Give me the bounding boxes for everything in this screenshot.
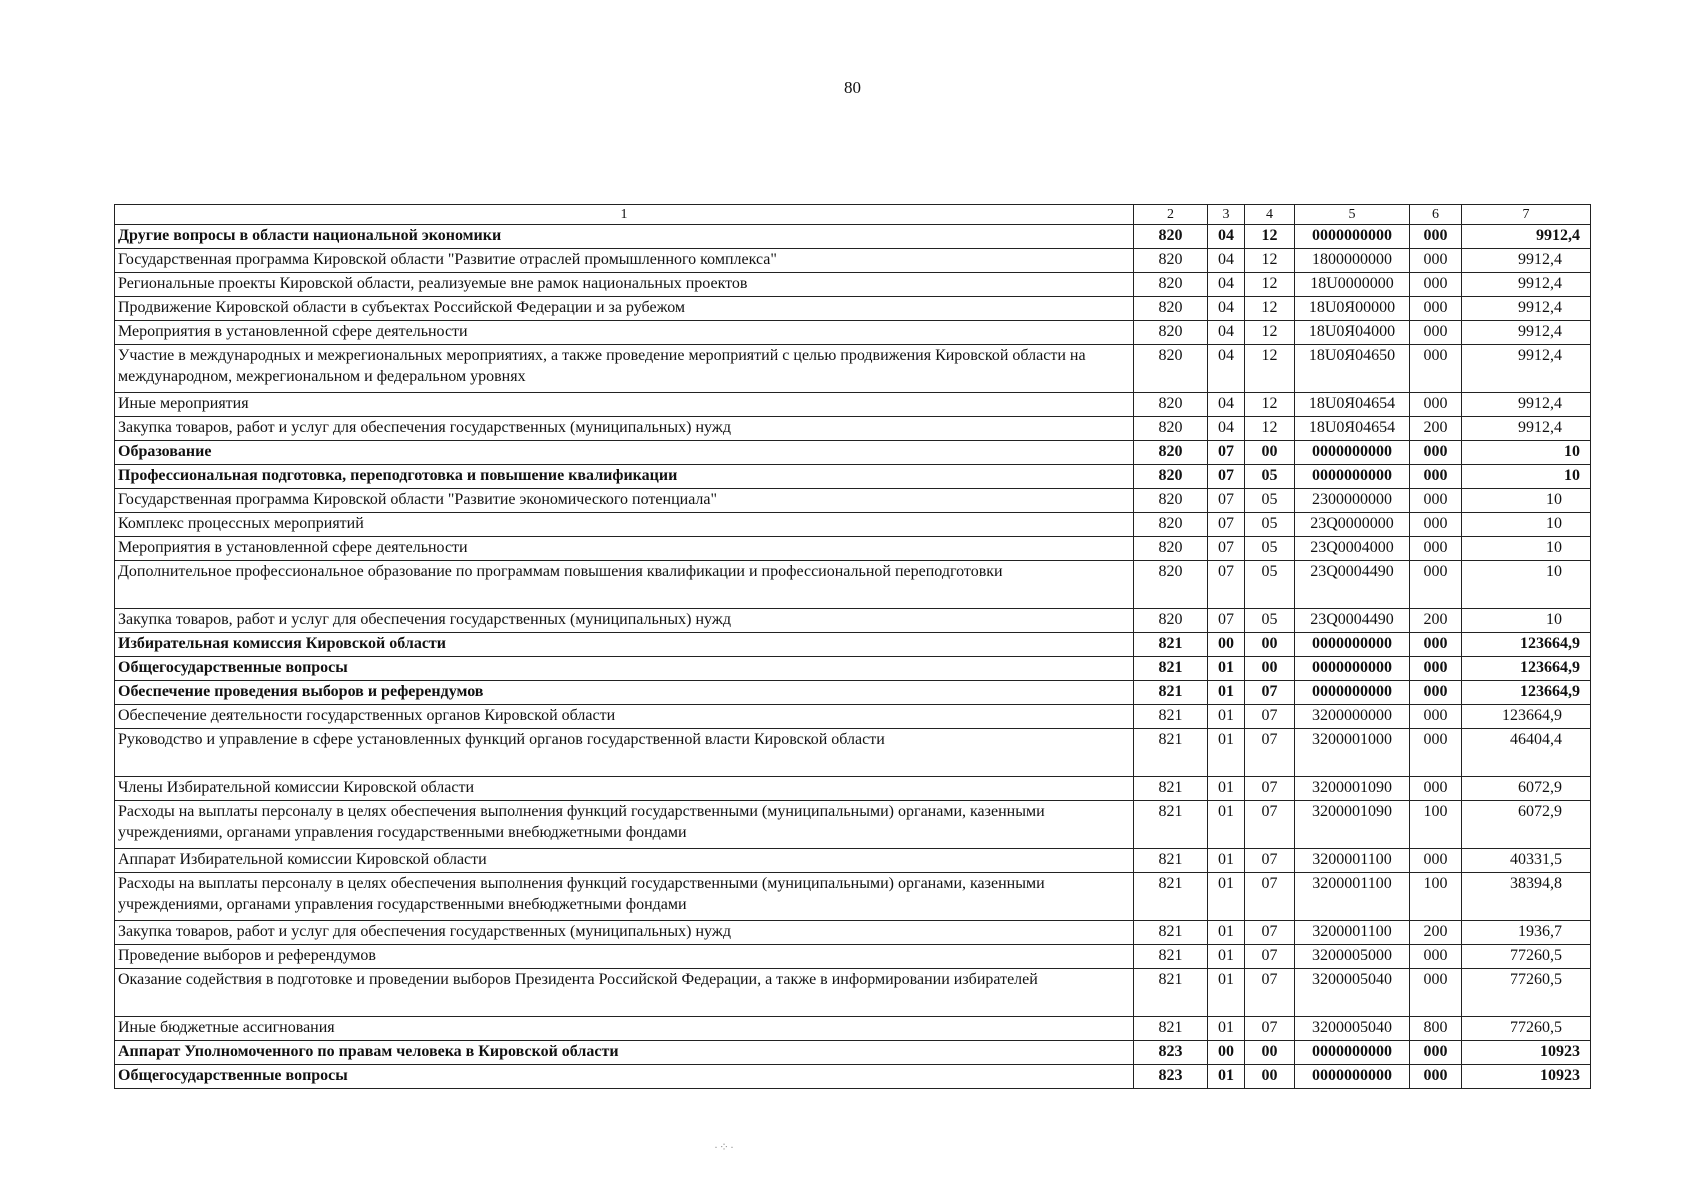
cell-amount: 38394,8 xyxy=(1462,873,1591,921)
table-row xyxy=(115,321,1591,345)
cell-admin-code: 820 xyxy=(1134,297,1208,321)
cell-target-article: 3200000000 xyxy=(1295,705,1410,729)
table-row xyxy=(115,801,1591,849)
cell-amount: 77260,5 xyxy=(1462,945,1591,969)
cell-name: Иные мероприятия xyxy=(115,393,1134,417)
table-row xyxy=(115,249,1591,273)
cell-subsection: 05 xyxy=(1245,465,1295,489)
table-row xyxy=(115,393,1591,417)
cell-expense-type: 200 xyxy=(1410,417,1462,441)
cell-section: 01 xyxy=(1208,1017,1245,1041)
cell-target-article: 18U0Я04650 xyxy=(1295,345,1410,393)
cell-name: Аппарат Избирательной комиссии Кировской области xyxy=(115,849,1134,873)
cell-admin-code: 821 xyxy=(1134,849,1208,873)
cell-admin-code: 820 xyxy=(1134,345,1208,393)
cell-target-article: 3200001090 xyxy=(1295,777,1410,801)
cell-section: 01 xyxy=(1208,945,1245,969)
table-row xyxy=(115,705,1591,729)
cell-section: 04 xyxy=(1208,297,1245,321)
cell-admin-code: 820 xyxy=(1134,465,1208,489)
cell-target-article: 23Q0000000 xyxy=(1295,513,1410,537)
cell-amount: 10 xyxy=(1462,513,1591,537)
table-row xyxy=(115,465,1591,489)
cell-expense-type: 800 xyxy=(1410,1017,1462,1041)
cell-expense-type: 000 xyxy=(1410,705,1462,729)
cell-subsection: 05 xyxy=(1245,513,1295,537)
cell-target-article: 0000000000 xyxy=(1295,633,1410,657)
cell-target-article: 3200001100 xyxy=(1295,873,1410,921)
cell-section: 01 xyxy=(1208,969,1245,1017)
cell-name: Иные бюджетные ассигнования xyxy=(115,1017,1134,1041)
cell-admin-code: 820 xyxy=(1134,561,1208,609)
cell-subsection: 07 xyxy=(1245,729,1295,777)
cell-target-article: 3200001100 xyxy=(1295,849,1410,873)
cell-amount: 9912,4 xyxy=(1462,225,1591,249)
cell-amount: 9912,4 xyxy=(1462,249,1591,273)
cell-admin-code: 821 xyxy=(1134,633,1208,657)
cell-admin-code: 823 xyxy=(1134,1041,1208,1065)
cell-target-article: 23Q0004000 xyxy=(1295,537,1410,561)
cell-target-article: 23Q0004490 xyxy=(1295,561,1410,609)
cell-expense-type: 000 xyxy=(1410,489,1462,513)
cell-subsection: 07 xyxy=(1245,921,1295,945)
cell-target-article: 3200001100 xyxy=(1295,921,1410,945)
table-row xyxy=(115,225,1591,249)
cell-expense-type: 000 xyxy=(1410,657,1462,681)
cell-admin-code: 820 xyxy=(1134,321,1208,345)
cell-name: Избирательная комиссия Кировской области xyxy=(115,633,1134,657)
cell-target-article: 0000000000 xyxy=(1295,657,1410,681)
table-row xyxy=(115,777,1591,801)
cell-subsection: 05 xyxy=(1245,537,1295,561)
cell-amount: 1936,7 xyxy=(1462,921,1591,945)
table-row xyxy=(115,729,1591,777)
table-body xyxy=(115,225,1591,1089)
cell-subsection: 07 xyxy=(1245,777,1295,801)
cell-amount: 9912,4 xyxy=(1462,273,1591,297)
cell-expense-type: 000 xyxy=(1410,849,1462,873)
cell-expense-type: 000 xyxy=(1410,297,1462,321)
cell-expense-type: 000 xyxy=(1410,465,1462,489)
table-row xyxy=(115,273,1591,297)
cell-target-article: 18U0Я04654 xyxy=(1295,417,1410,441)
cell-name: Общегосударственные вопросы xyxy=(115,657,1134,681)
cell-amount: 6072,9 xyxy=(1462,777,1591,801)
cell-name: Комплекс процессных мероприятий xyxy=(115,513,1134,537)
cell-expense-type: 000 xyxy=(1410,225,1462,249)
table-row xyxy=(115,609,1591,633)
cell-expense-type: 000 xyxy=(1410,681,1462,705)
cell-section: 01 xyxy=(1208,873,1245,921)
cell-amount: 10 xyxy=(1462,465,1591,489)
header-cell-2: 2 xyxy=(1134,205,1208,225)
cell-name: Участие в международных и межрегиональных мероприятиях, а также проведение мероприятий с целью продвижения Кировской области на международном, межрегиональном и федеральном уровнях xyxy=(115,345,1134,393)
cell-target-article: 3200005040 xyxy=(1295,1017,1410,1041)
cell-subsection: 07 xyxy=(1245,705,1295,729)
cell-amount: 40331,5 xyxy=(1462,849,1591,873)
cell-name: Дополнительное профессиональное образование по программам повышения квалификации и профессиональной переподготовки xyxy=(115,561,1134,609)
table-row xyxy=(115,657,1591,681)
cell-name: Обеспечение деятельности государственных органов Кировской области xyxy=(115,705,1134,729)
cell-section: 01 xyxy=(1208,729,1245,777)
table-row xyxy=(115,345,1591,393)
cell-amount: 9912,4 xyxy=(1462,417,1591,441)
cell-admin-code: 821 xyxy=(1134,873,1208,921)
cell-target-article: 0000000000 xyxy=(1295,681,1410,705)
cell-subsection: 12 xyxy=(1245,249,1295,273)
cell-admin-code: 821 xyxy=(1134,729,1208,777)
cell-expense-type: 000 xyxy=(1410,441,1462,465)
cell-subsection: 12 xyxy=(1245,225,1295,249)
cell-subsection: 05 xyxy=(1245,489,1295,513)
cell-amount: 10 xyxy=(1462,609,1591,633)
cell-amount: 77260,5 xyxy=(1462,1017,1591,1041)
cell-section: 01 xyxy=(1208,849,1245,873)
cell-amount: 123664,9 xyxy=(1462,657,1591,681)
cell-section: 01 xyxy=(1208,681,1245,705)
header-cell-3: 3 xyxy=(1208,205,1245,225)
table-row xyxy=(115,513,1591,537)
cell-name: Проведение выборов и референдумов xyxy=(115,945,1134,969)
cell-expense-type: 200 xyxy=(1410,921,1462,945)
cell-admin-code: 820 xyxy=(1134,225,1208,249)
cell-admin-code: 821 xyxy=(1134,705,1208,729)
cell-expense-type: 000 xyxy=(1410,729,1462,777)
cell-amount: 10 xyxy=(1462,441,1591,465)
table-row xyxy=(115,849,1591,873)
cell-name: Государственная программа Кировской области "Развитие отраслей промышленного комплекса" xyxy=(115,249,1134,273)
cell-subsection: 00 xyxy=(1245,657,1295,681)
cell-amount: 6072,9 xyxy=(1462,801,1591,849)
cell-expense-type: 000 xyxy=(1410,1065,1462,1089)
cell-expense-type: 000 xyxy=(1410,513,1462,537)
table-row xyxy=(115,681,1591,705)
cell-subsection: 12 xyxy=(1245,345,1295,393)
cell-name: Общегосударственные вопросы xyxy=(115,1065,1134,1089)
cell-section: 04 xyxy=(1208,417,1245,441)
cell-amount: 9912,4 xyxy=(1462,345,1591,393)
cell-section: 01 xyxy=(1208,777,1245,801)
cell-section: 04 xyxy=(1208,393,1245,417)
cell-amount: 10923 xyxy=(1462,1041,1591,1065)
cell-target-article: 18U0000000 xyxy=(1295,273,1410,297)
header-cell-4: 4 xyxy=(1245,205,1295,225)
cell-name: Оказание содействия в подготовке и проведении выборов Президента Российской Федерации, а также в информировании избирателей xyxy=(115,969,1134,1017)
cell-subsection: 12 xyxy=(1245,297,1295,321)
cell-amount: 10923 xyxy=(1462,1065,1591,1089)
cell-target-article: 23Q0004490 xyxy=(1295,609,1410,633)
cell-name: Другие вопросы в области национальной экономики xyxy=(115,225,1134,249)
cell-target-article: 0000000000 xyxy=(1295,1041,1410,1065)
cell-name: Руководство и управление в сфере установленных функций органов государственной власти Кировской области xyxy=(115,729,1134,777)
cell-expense-type: 000 xyxy=(1410,1041,1462,1065)
cell-target-article: 3200001000 xyxy=(1295,729,1410,777)
cell-name: Обеспечение проведения выборов и референдумов xyxy=(115,681,1134,705)
cell-section: 07 xyxy=(1208,537,1245,561)
cell-amount: 123664,9 xyxy=(1462,681,1591,705)
cell-subsection: 12 xyxy=(1245,273,1295,297)
cell-amount: 77260,5 xyxy=(1462,969,1591,1017)
cell-expense-type: 100 xyxy=(1410,873,1462,921)
cell-name: Образование xyxy=(115,441,1134,465)
cell-expense-type: 000 xyxy=(1410,561,1462,609)
cell-amount: 9912,4 xyxy=(1462,393,1591,417)
cell-target-article: 1800000000 xyxy=(1295,249,1410,273)
cell-expense-type: 000 xyxy=(1410,249,1462,273)
cell-section: 07 xyxy=(1208,441,1245,465)
cell-target-article: 3200005000 xyxy=(1295,945,1410,969)
table-row xyxy=(115,945,1591,969)
table-row xyxy=(115,561,1591,609)
cell-subsection: 07 xyxy=(1245,945,1295,969)
cell-expense-type: 000 xyxy=(1410,273,1462,297)
cell-name: Аппарат Уполномоченного по правам человека в Кировской области xyxy=(115,1041,1134,1065)
header-cell-5: 5 xyxy=(1295,205,1410,225)
cell-amount: 10 xyxy=(1462,537,1591,561)
table-row xyxy=(115,417,1591,441)
cell-expense-type: 000 xyxy=(1410,777,1462,801)
cell-section: 00 xyxy=(1208,633,1245,657)
table-row xyxy=(115,921,1591,945)
header-cell-6: 6 xyxy=(1410,205,1462,225)
cell-expense-type: 000 xyxy=(1410,537,1462,561)
cell-section: 01 xyxy=(1208,1065,1245,1089)
cell-subsection: 07 xyxy=(1245,1017,1295,1041)
cell-subsection: 07 xyxy=(1245,801,1295,849)
cell-section: 07 xyxy=(1208,609,1245,633)
cell-name: Закупка товаров, работ и услуг для обеспечения государственных (муниципальных) нужд xyxy=(115,609,1134,633)
cell-admin-code: 821 xyxy=(1134,801,1208,849)
cell-subsection: 00 xyxy=(1245,1041,1295,1065)
cell-expense-type: 100 xyxy=(1410,801,1462,849)
table-row xyxy=(115,537,1591,561)
cell-admin-code: 820 xyxy=(1134,489,1208,513)
cell-admin-code: 821 xyxy=(1134,681,1208,705)
cell-amount: 10 xyxy=(1462,561,1591,609)
cell-section: 04 xyxy=(1208,249,1245,273)
cell-expense-type: 200 xyxy=(1410,609,1462,633)
cell-name: Закупка товаров, работ и услуг для обеспечения государственных (муниципальных) нужд xyxy=(115,921,1134,945)
scan-mark: ·⁘· xyxy=(714,1140,736,1154)
cell-section: 00 xyxy=(1208,1041,1245,1065)
cell-amount: 123664,9 xyxy=(1462,633,1591,657)
cell-admin-code: 820 xyxy=(1134,273,1208,297)
cell-target-article: 18U0Я04654 xyxy=(1295,393,1410,417)
cell-admin-code: 823 xyxy=(1134,1065,1208,1089)
cell-name: Члены Избирательной комиссии Кировской области xyxy=(115,777,1134,801)
cell-expense-type: 000 xyxy=(1410,633,1462,657)
cell-expense-type: 000 xyxy=(1410,969,1462,1017)
cell-section: 04 xyxy=(1208,273,1245,297)
cell-section: 07 xyxy=(1208,489,1245,513)
cell-amount: 10 xyxy=(1462,489,1591,513)
cell-name: Продвижение Кировской области в субъектах Российской Федерации и за рубежом xyxy=(115,297,1134,321)
cell-subsection: 07 xyxy=(1245,849,1295,873)
cell-section: 04 xyxy=(1208,225,1245,249)
cell-subsection: 12 xyxy=(1245,417,1295,441)
cell-target-article: 0000000000 xyxy=(1295,1065,1410,1089)
cell-admin-code: 821 xyxy=(1134,1017,1208,1041)
cell-admin-code: 820 xyxy=(1134,609,1208,633)
cell-admin-code: 820 xyxy=(1134,537,1208,561)
cell-amount: 123664,9 xyxy=(1462,705,1591,729)
cell-amount: 9912,4 xyxy=(1462,297,1591,321)
cell-section: 01 xyxy=(1208,657,1245,681)
cell-section: 07 xyxy=(1208,465,1245,489)
cell-name: Расходы на выплаты персоналу в целях обеспечения выполнения функций государственными (муниципальными) органами, казенными учреждениями, органами управления государственными внебюджетными фондами xyxy=(115,801,1134,849)
cell-subsection: 07 xyxy=(1245,681,1295,705)
cell-admin-code: 821 xyxy=(1134,657,1208,681)
cell-admin-code: 820 xyxy=(1134,513,1208,537)
cell-target-article: 0000000000 xyxy=(1295,441,1410,465)
header-cell-7: 7 xyxy=(1462,205,1591,225)
cell-admin-code: 820 xyxy=(1134,417,1208,441)
cell-expense-type: 000 xyxy=(1410,945,1462,969)
cell-subsection: 00 xyxy=(1245,441,1295,465)
cell-name: Государственная программа Кировской области "Развитие экономического потенциала" xyxy=(115,489,1134,513)
cell-name: Мероприятия в установленной сфере деятельности xyxy=(115,537,1134,561)
cell-section: 04 xyxy=(1208,321,1245,345)
cell-section: 01 xyxy=(1208,705,1245,729)
cell-section: 01 xyxy=(1208,801,1245,849)
table-row xyxy=(115,441,1591,465)
cell-admin-code: 820 xyxy=(1134,249,1208,273)
cell-section: 04 xyxy=(1208,345,1245,393)
cell-section: 07 xyxy=(1208,561,1245,609)
cell-target-article: 2300000000 xyxy=(1295,489,1410,513)
cell-subsection: 07 xyxy=(1245,969,1295,1017)
table-row xyxy=(115,297,1591,321)
cell-target-article: 18U0Я00000 xyxy=(1295,297,1410,321)
cell-expense-type: 000 xyxy=(1410,321,1462,345)
table-row xyxy=(115,1065,1591,1089)
cell-admin-code: 821 xyxy=(1134,921,1208,945)
cell-target-article: 3200001090 xyxy=(1295,801,1410,849)
cell-name: Закупка товаров, работ и услуг для обеспечения государственных (муниципальных) нужд xyxy=(115,417,1134,441)
cell-admin-code: 820 xyxy=(1134,393,1208,417)
cell-amount: 9912,4 xyxy=(1462,321,1591,345)
cell-name: Мероприятия в установленной сфере деятельности xyxy=(115,321,1134,345)
cell-subsection: 12 xyxy=(1245,393,1295,417)
budget-table xyxy=(114,204,1591,1089)
cell-subsection: 05 xyxy=(1245,561,1295,609)
cell-subsection: 07 xyxy=(1245,873,1295,921)
cell-target-article: 18U0Я04000 xyxy=(1295,321,1410,345)
cell-expense-type: 000 xyxy=(1410,393,1462,417)
cell-subsection: 00 xyxy=(1245,1065,1295,1089)
cell-subsection: 05 xyxy=(1245,609,1295,633)
cell-admin-code: 821 xyxy=(1134,777,1208,801)
cell-target-article: 0000000000 xyxy=(1295,465,1410,489)
cell-admin-code: 821 xyxy=(1134,945,1208,969)
cell-subsection: 12 xyxy=(1245,321,1295,345)
cell-expense-type: 000 xyxy=(1410,345,1462,393)
table-row xyxy=(115,969,1591,1017)
cell-section: 07 xyxy=(1208,513,1245,537)
table-row xyxy=(115,489,1591,513)
cell-admin-code: 820 xyxy=(1134,441,1208,465)
cell-subsection: 00 xyxy=(1245,633,1295,657)
cell-target-article: 0000000000 xyxy=(1295,225,1410,249)
page-number: 80 xyxy=(844,78,861,97)
header-cell-1: 1 xyxy=(115,205,1134,225)
cell-name: Расходы на выплаты персоналу в целях обеспечения выполнения функций государственными (муниципальными) органами, казенными учреждениями, органами управления государственными внебюджетными фондами xyxy=(115,873,1134,921)
table-row xyxy=(115,1017,1591,1041)
cell-name: Региональные проекты Кировской области, реализуемые вне рамок национальных проектов xyxy=(115,273,1134,297)
table-header-row xyxy=(115,205,1591,225)
cell-admin-code: 821 xyxy=(1134,969,1208,1017)
cell-target-article: 3200005040 xyxy=(1295,969,1410,1017)
table-row xyxy=(115,633,1591,657)
cell-amount: 46404,4 xyxy=(1462,729,1591,777)
cell-section: 01 xyxy=(1208,921,1245,945)
cell-name: Профессиональная подготовка, переподготовка и повышение квалификации xyxy=(115,465,1134,489)
table-row xyxy=(115,873,1591,921)
table-row xyxy=(115,1041,1591,1065)
